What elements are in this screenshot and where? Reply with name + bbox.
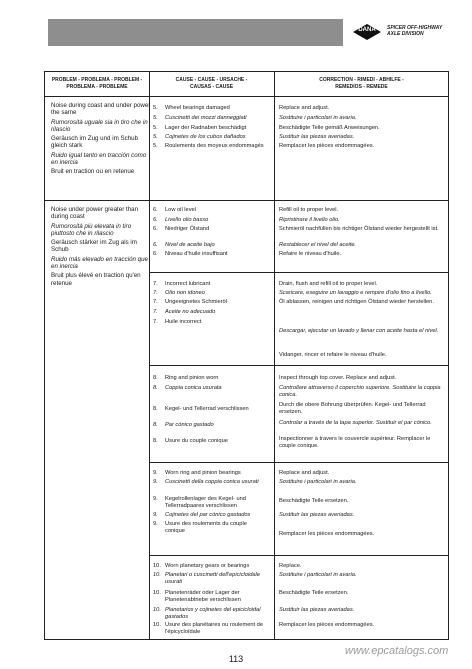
page-number: 113 [228, 654, 244, 664]
correction-item: Inspectionner à travers le couvercle supérieur. Remplacer le couple conique. [279, 436, 431, 449]
correction-item: Ripristinare il livello olio. [279, 217, 340, 223]
column-divider [274, 72, 275, 639]
correction-item: Scaricare, eseguire un lavaggio e rempire d'olio fino a livello. [279, 290, 432, 296]
cause-number: 6. [153, 251, 158, 257]
column-header-correction: CORRECTION - RIMEDI - ABHILFE - REMEDIOS - REMEDE [319, 77, 404, 90]
cause-text: Low oil level [165, 207, 196, 213]
cause-number: 5. [153, 115, 158, 121]
correction-item: Descargar, ejecutar un lavado y llenar con aceite hasta el nivel. [279, 328, 439, 334]
correction-item: Drain, flush and refill oil to proper level. [279, 281, 378, 287]
cause-text: Usure des planétaires ou roulement de l'épicycloïdale [165, 622, 264, 635]
column-header-cause: CAUSE - CAUSE - URSACHE - CAUSAS - CAUSE [175, 77, 248, 90]
problem-cell: Noise during coast and under power the same Rumorosità uguale sia in tiro che in rilascio Geräusch im Zug und im Schub gleich stark Ruido igual tanto en tracción como en inercia Bruit en traction ou en retenue [51, 102, 151, 176]
cause-text: Nivel de aceite bajo [165, 242, 215, 248]
correction-item: Sustituir las piezas averiadas. [279, 512, 355, 518]
problem-divider [45, 200, 448, 201]
cause-number: 7. [153, 309, 158, 315]
cause-number: 5. [153, 143, 158, 149]
cause-text: Planetari o cuscinetti dell'epicicloidale usurati [165, 572, 260, 585]
cause-number: 8. [153, 385, 158, 391]
cause-text: Planetenräder oder Lager der Planetenabtriebe verschlissen [165, 590, 241, 603]
correction-item: Öl ablassen, reinigen und richtigen Ölstand wieder herstellen. [279, 299, 434, 305]
correction-item: Sustituir las piezas averiadas. [279, 134, 355, 140]
cause-number: 6. [153, 217, 158, 223]
division-label [387, 25, 442, 37]
cause-number: 9. [153, 479, 158, 485]
correction-item: Durch die obere Bohrung überprüfen. Kegel- und Tellerrad ersetzen. [279, 402, 426, 415]
cause-number: 10. [153, 607, 161, 613]
correction-item: Sostituire i particolari in avaria. [279, 572, 357, 578]
header-divider [45, 96, 448, 97]
cause-text: Worn ring and pinion bearings [165, 470, 241, 476]
watermark: www.epcatalogs.com [345, 645, 449, 657]
cause-text: Kegelrollenlager des Kegel- und Tellerradpaares verschlissen [165, 496, 246, 509]
cause-text: Niveau d'huile insuffisant [165, 251, 228, 257]
cause-text: Incorrect lubricant [165, 281, 211, 287]
correction-item: Remplacer les pièces endommagées. [279, 622, 375, 628]
correction-item: Sustituir las piezas averiadas. [279, 607, 355, 613]
cause-text: Usure du couple conique [165, 438, 228, 444]
cause-text: Planetarios y cojinetes del epicicloidal gastados [165, 607, 261, 620]
cause-number: 8. [153, 375, 158, 381]
group-divider [149, 462, 448, 463]
cause-number: 7. [153, 299, 158, 305]
division-line-2: AXLE DIVISION [387, 31, 424, 37]
cause-number: 9. [153, 496, 158, 502]
group-divider [149, 272, 448, 273]
correction-item: Sostituire i particolari in avaria. [279, 115, 357, 121]
cause-text: Par cónico gastado [165, 422, 214, 428]
cause-text: Roulements des moyeux endommagés [165, 143, 264, 149]
cause-text: Lager der Radnaben beschädigt [165, 125, 247, 131]
cause-text: Ungeeignetes Schmieröl [165, 299, 227, 305]
group-divider [149, 555, 448, 556]
cause-number: 7. [153, 319, 158, 325]
correction-item: Replace and adjust. [279, 470, 330, 476]
correction-item: Refaire le niveau d'huile. [279, 251, 342, 257]
column-header-problem: PROBLEM - PROBLEMA - PROBLEM - PROBLEMA - PROBLEME [51, 77, 143, 90]
cause-text: Coppia conica usurata [165, 385, 222, 391]
cause-number: 8. [153, 422, 158, 428]
cause-number: 7. [153, 290, 158, 296]
correction-item: Remplacer les pièces endommagées. [279, 531, 375, 537]
header-bar [48, 19, 343, 46]
cause-text: Aceite no adecuado [165, 309, 216, 315]
cause-text: Cuscinetti dei mozzi danneggiati [165, 115, 247, 121]
cause-number: 5. [153, 105, 158, 111]
correction-item: Inspect through top cover. Replace and adjust. [279, 375, 397, 381]
cause-text: Cojinetes del par cónico gastados [165, 512, 251, 518]
cause-number: 10. [153, 563, 161, 569]
cause-text: Worn planetary gears or bearings [165, 563, 250, 569]
correction-item: Replace. [279, 563, 302, 569]
cause-text: Huile incorrect [165, 319, 202, 325]
correction-item: Beschädigte Teile ersetzen. [279, 498, 349, 504]
cause-number: 6. [153, 207, 158, 213]
cause-text: Usure des roulements du couple conique [165, 521, 247, 534]
brand-name: DANA [358, 27, 376, 33]
cause-number: 7. [153, 281, 158, 287]
cause-number: 9. [153, 512, 158, 518]
cause-number: 9. [153, 470, 158, 476]
cause-text: Kegel- und Tellerrad verschlissen [165, 406, 249, 412]
cause-number: 5. [153, 125, 158, 131]
problem-cell: Noise under power greater than during coast Rumorosità più elevata in tiro piuttosto che in rilascio Geräusch stärker im Zug als im Schub Ruido más elevado en tracción que en inercia Bruit plus élevé en traction qu'en retenue [51, 206, 148, 287]
cause-text: Livello olio basso [165, 217, 209, 223]
cause-number: 6. [153, 226, 158, 232]
cause-text: Ring and pinion worn [165, 375, 219, 381]
correction-item: Beschädigte Teile ersetzen. [279, 590, 349, 596]
cause-text: Niedriger Ölstand [165, 226, 210, 232]
correction-item: Refill oil to proper level. [279, 207, 339, 213]
cause-number: 10. [153, 590, 161, 596]
group-divider [149, 365, 448, 366]
cause-number: 6. [153, 242, 158, 248]
correction-item: Beschädigte Teile gemäß Anweisungen. [279, 125, 380, 131]
cause-number: 8. [153, 406, 158, 412]
correction-item: Sostituire i particolari in avaria. [279, 479, 357, 485]
cause-text: Wheel bearings damaged [165, 105, 230, 111]
correction-item: Schmieröl nachfüllen bis richtiger Ölstand wieder hergestellt ist. [279, 226, 439, 232]
cause-number: 10. [153, 572, 161, 578]
correction-item: Controlar a través de la tapa superior. Sustituir el par cónico. [279, 420, 432, 426]
correction-item: Restablecer el nivel del aceite. [279, 242, 357, 248]
dana-logo [351, 22, 383, 42]
cause-text: Cuscinetti della coppia conica usurati [165, 479, 259, 485]
cause-number: 5. [153, 134, 158, 140]
cause-number: 8. [153, 438, 158, 444]
correction-item: Controllare attraverso il coperchio superiore. Sostituire la coppia conica. [279, 385, 441, 398]
cause-number: 9. [153, 521, 158, 527]
correction-item: Replace and adjust. [279, 105, 330, 111]
correction-item: Remplacer les pièces endommagées. [279, 143, 375, 149]
correction-item: Vidanger, rincer et refaire le niveau d'huile. [279, 352, 387, 358]
division-line-1: SPICER OFF-HIGHWAY [387, 25, 443, 31]
cause-text: Olio non idoneo [165, 290, 205, 296]
cause-number: 10. [153, 622, 161, 628]
cause-text: Cojinetes de los cubos dañados [165, 134, 246, 140]
troubleshooting-table [44, 71, 449, 640]
